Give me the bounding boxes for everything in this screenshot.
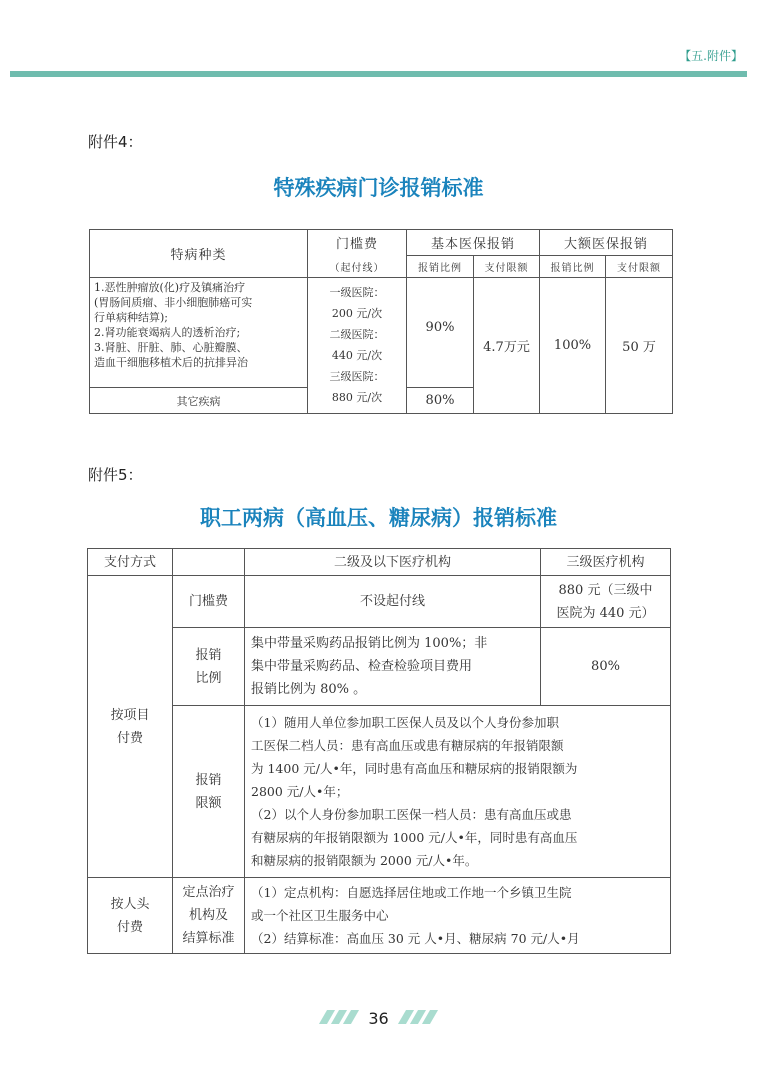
designated-text-line: （2）结算标准：高血压 30 元 人•月、糖尿病 70 元/人•月 <box>251 931 580 946</box>
ratio-level3: 80% <box>541 628 671 706</box>
limit-text-line: 2800 元/人•年； <box>251 784 349 799</box>
limit-label-line: 报销 <box>195 772 222 788</box>
page-number-footer <box>0 1008 757 1028</box>
col-fee-subheader: （起付线） <box>308 256 407 278</box>
ratio-label-line: 比例 <box>195 670 222 686</box>
designated-label <box>173 878 245 954</box>
by-head-line: 付费 <box>116 919 143 935</box>
disease-line: 3.肾脏、肝脏、肺、心脏瓣膜、 <box>94 341 248 354</box>
ratio-label-line: 报销 <box>195 647 222 663</box>
limit-text-line: 和糖尿病的报销限额为 2000 元/人•年。 <box>251 853 478 868</box>
basic-limit-header: 支付限额 <box>474 256 540 278</box>
designated-label-line: 定点治疗 <box>182 885 235 900</box>
col-fee-header: 门槛费 <box>308 230 407 256</box>
page-number: 36 <box>368 1009 389 1028</box>
large-ratio-value: 100% <box>540 278 606 414</box>
by-item-line: 按项目 <box>110 707 150 723</box>
disease-line: (胃肠间质瘤、非小细胞肺癌可实 <box>94 296 253 309</box>
ratio-level2-line: 报销比例为 80% 。 <box>251 682 367 697</box>
pay-method-header: 支付方式 <box>88 549 173 576</box>
basic-ratio-header: 报销比例 <box>407 256 474 278</box>
level2-header: 二级及以下医疗机构 <box>245 549 541 576</box>
ratio-level2 <box>245 628 541 706</box>
two-disease-table <box>87 548 671 954</box>
by-head-cell <box>88 878 173 954</box>
fee-line: 一级医院： <box>329 286 385 299</box>
limit-text-line: （1）随用人单位参加职工医保人员及以个人身份参加职 <box>251 715 559 730</box>
disease-line: 造血干细胞移植术后的抗排异治 <box>94 356 248 369</box>
by-item-line: 付费 <box>116 730 143 746</box>
disease-line: 2.肾功能衰竭病人的透析治疗; <box>94 326 241 339</box>
designated-label-line: 机构及 <box>188 908 228 923</box>
special-disease-table <box>89 229 673 414</box>
fee-cell <box>308 278 407 414</box>
col-disease-header: 特病种类 <box>90 230 308 278</box>
large-ratio-header: 报销比例 <box>540 256 606 278</box>
threshold-level3-line: 医院为 440 元） <box>556 605 655 621</box>
limit-text-line: 工医保二档人员：患有高血压或患有糖尿病的年报销限额 <box>251 738 564 753</box>
fee-line: 200 元/次 <box>331 307 383 320</box>
attachment5-label: 附件5： <box>88 466 143 484</box>
limit-label-line: 限额 <box>195 795 222 811</box>
limit-text-line: （2）以个人身份参加职工医保一档人员：患有高血压或患 <box>251 807 572 822</box>
empty-header-cell <box>173 549 245 576</box>
fee-line: 三级医院： <box>329 370 385 383</box>
ratio-level2-line: 集中带量采购药品报销比例为 100%；非 <box>251 636 488 651</box>
limit-text-line: 有糖尿病的年报销限额为 1000 元/人•年，同时患有高血压 <box>251 830 578 845</box>
attachment4-title: 特殊疾病门诊报销标准 <box>273 176 484 200</box>
other-ratio-value: 80% <box>407 388 474 414</box>
disease-line: 行单病种结算); <box>94 311 168 324</box>
limit-label <box>173 706 245 878</box>
disease-list-cell <box>90 278 308 388</box>
col-large-header: 大额医保报销 <box>540 230 673 256</box>
threshold-label: 门槛费 <box>173 576 245 628</box>
col-basic-header: 基本医保报销 <box>407 230 540 256</box>
fee-line: 440 元/次 <box>331 349 383 362</box>
by-item-cell <box>88 576 173 878</box>
designated-label-line: 结算标准 <box>182 931 235 946</box>
limit-text-line: 为 1400 元/人•年，同时患有高血压和糖尿病的报销限额为 <box>251 761 578 776</box>
large-limit-value: 50 万 <box>606 278 673 414</box>
limit-text <box>245 706 671 878</box>
stripe-decoration <box>321 1009 357 1028</box>
basic-limit-value: 4.7万元 <box>474 278 540 414</box>
large-limit-header: 支付限额 <box>606 256 673 278</box>
by-head-line: 按人头 <box>110 896 150 912</box>
fee-line: 二级医院： <box>329 328 385 341</box>
designated-text <box>245 878 671 954</box>
level3-header: 三级医疗机构 <box>541 549 671 576</box>
ratio-level2-line: 集中带量采购药品、检查检验项目费用 <box>251 659 473 674</box>
threshold-level3 <box>541 576 671 628</box>
ratio-label <box>173 628 245 706</box>
designated-text-line: 或一个社区卫生服务中心 <box>251 908 389 923</box>
header-bar <box>10 71 747 77</box>
other-disease-cell: 其它疾病 <box>90 388 308 414</box>
basic-ratio-value: 90% <box>407 278 474 388</box>
stripe-decoration <box>400 1009 436 1028</box>
fee-line: 880 元/次 <box>331 391 383 404</box>
disease-line: 1.恶性肿瘤放(化)疗及镇痛治疗 <box>94 281 246 294</box>
threshold-level2: 不设起付线 <box>245 576 541 628</box>
attachment5-title: 职工两病（高血压、糖尿病）报销标准 <box>200 506 557 530</box>
threshold-level3-line: 880 元（三级中 <box>558 582 653 598</box>
section-tag: 【五.附件】 <box>679 49 743 63</box>
attachment4-label: 附件4： <box>88 133 143 151</box>
designated-text-line: （1）定点机构：自愿选择居住地或工作地一个乡镇卫生院 <box>251 885 572 900</box>
